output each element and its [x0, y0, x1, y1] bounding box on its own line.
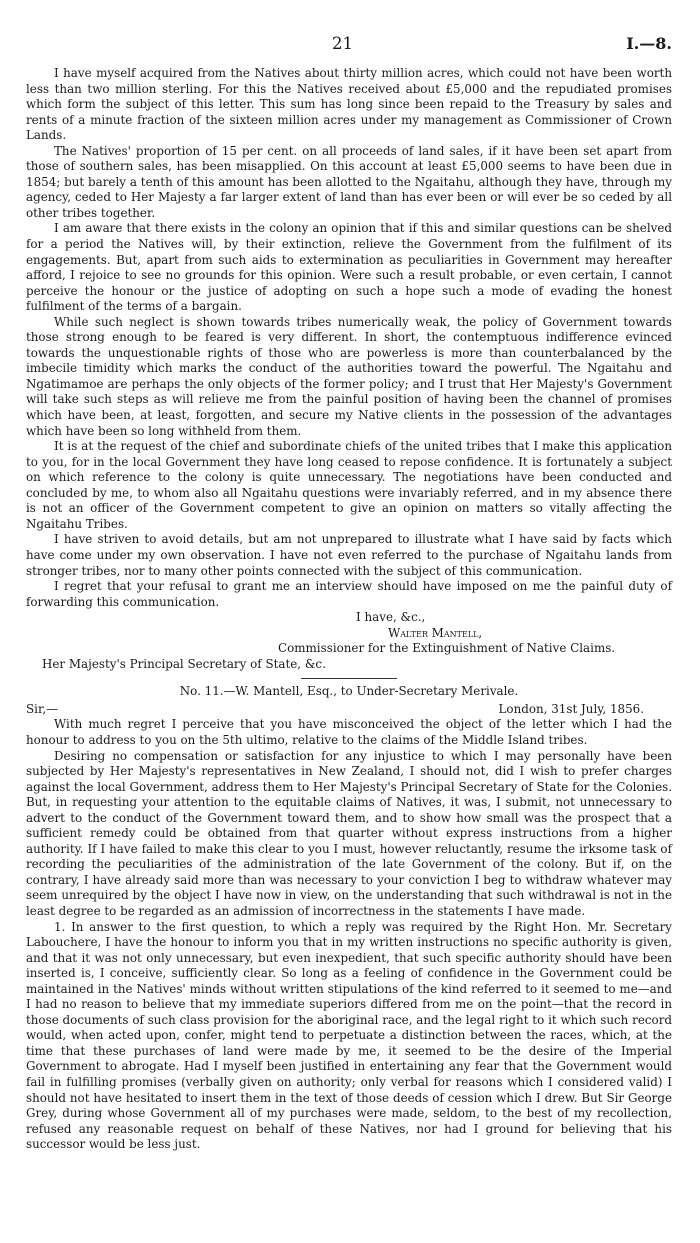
addressee: Her Majesty's Principal Secretary of State, &c. — [42, 656, 326, 671]
paragraph: It is at the request of the chief and subordinate chiefs of the united tribes that I make this application to you, for in the local Government they have long ceased to repose confidence. It is fortunately a subject on which reference to the colony is quite unnecessary. The negotiations have been conducted and concluded by me, to whom also all Ngaitahu questions were invariably referred, and in my absence there is not an officer of the Government competent to give an opinion on matters so vitally affecting the Ngaitahu Tribes. — [26, 439, 672, 531]
paragraph: I have myself acquired from the Natives about thirty million acres, which could not have been worth less than two million sterling. For this the Natives received about £5,000 and the repudiated promises which form the subject of this letter. This sum has long since been repaid to the Treasury by sales and rents of a minute fraction of the sixteen million acres under my management as Commissioner of Crown Lands. — [26, 66, 672, 143]
paragraph: I regret that your refusal to grant me an interview should have imposed on me the painful duty of forwarding this communication. — [26, 579, 672, 609]
place-date: London, 31st July, 1856. — [498, 701, 644, 716]
signature: Walter Mantell, — [388, 625, 483, 640]
paragraph: With much regret I perceive that you have misconceived the object of the letter which I had the honour to address to you on the 5th ultimo, relative to the claims of the Middle Island tribes. — [26, 717, 672, 747]
paragraph: Desiring no compensation or satisfaction for any injustice to which I may personally have been subjected by Her Majesty's representatives in New Zealand, I should not, did I wish to prefer charges against the local Government, address them to Her Majesty's Principal Secretary of State for the Colonies. But, in requesting your attention to the equitable claims of Natives, it was, I submit, not unnecessary to advert to the conduct of the Government toward them, and to show how small was the prospect that a sufficient remedy could be obtained from that quarter without express instructions from a higher authority. If I have failed to make this clear to you I must, however reluctantly, resume the irksome task of recording the peculiarities of the administration of the late Government of the colony. But if, on the contrary, I have already said more than was necessary to your conviction I beg to withdraw whatever may seem unrequired by the object I have now in view, on the understanding that such withdrawal is not in the least degree to be regarded as an admission of incorrectness in the statements I have made. — [26, 748, 672, 918]
paragraph: I have striven to avoid details, but am not unprepared to illustrate what I have said by facts which have come under my own observation. I have not even referred to the purchase of Ngaitahu lands from stronger tribes, nor to many other points connected with the subject of this communication. — [26, 532, 672, 578]
signatory-title: Commissioner for the Extinguishment of Native Claims. — [278, 641, 616, 656]
page-header — [26, 34, 672, 54]
paragraph: 1. In answer to the first question, to which a reply was required by the Right Hon. Mr. Secretary Labouchere, I have the honour to inform you that in my written instructions no specific authority is given, and that it was not only unnecessary, but even inexpedient, that such specific authority should have been inserted is, I conceive, sufficiently clear. So long as a feeling of confidence in the Government could be maintained in the Natives' minds without written stipulations of the kind referred to it seemed to me—and I had no reason to believe that my immediate superiors differed from me on the point—that the record in those documents of such class provision for the aboriginal race, and the legal right to it which such record would, when acted upon, confer, might tend to perpetuate a distinction between the races, which, at the time that these purchases of land were made by me, it seemed to be the desire of the Imperial Government to abrogate. Had I myself been justified in entertaining any fear that the Government would fail in fulfilling promises (verbally given on authority; only verbal for reasons which I considered valid) I should not have hesitated to insert them in the text of those deeds of cession which I drew. But Sir George Grey, during whose Government all of my purchases were made, seldom, to the best of my recollection, refused any reasonable request on behalf of these Natives, nor had I ground for believing that his successor would be less just. — [26, 919, 672, 1152]
letter-closing — [26, 610, 672, 672]
paragraph: While such neglect is shown towards tribes numerically weak, the policy of Government towards those strong enough to be feared is very different. In short, the contemptuous indifference evinced towards the unquestionable rights of those who are powerless is more than counterbalanced by the imbecile timidity which marks the conduct of the authorities toward the powerful. The Ngaitahu and Ngatimamoe are perhaps the only objects of the former policy; and I trust that Her Majesty's Government will take such steps as will relieve me from the painful position of having been the channel of promises which have been, at least, forgotten, and secure my Native clients in the possession of the advantages which have been so long withheld from them. — [26, 314, 672, 438]
page-number: 21 — [332, 34, 353, 53]
section-divider — [301, 678, 397, 679]
closing-salutation: I have, &c., — [356, 610, 426, 625]
document-reference: I.—8. — [626, 34, 672, 53]
paragraph: The Natives' proportion of 15 per cent. on all proceeds of land sales, if it have been set apart from those of southern sales, has been misapplied. On this account at least £5,000 seems to have been due in 1854; but barely a tenth of this amount has been allotted to the Ngaitahu, although they have, through my agency, ceded to Her Majesty a far larger extent of land than has ever been or will ever be so ceded by all other tribes together. — [26, 143, 672, 220]
greeting: Sir,— — [26, 701, 58, 716]
letter-heading: No. 11.—W. Mantell, Esq., to Under-Secretary Merivale. — [179, 684, 519, 699]
document-body — [26, 66, 672, 1153]
salutation-line — [26, 702, 672, 718]
paragraph: I am aware that there exists in the colony an opinion that if this and similar questions can be shelved for a period the Natives will, by their extinction, relieve the Government from the fulfilment of its engagements. But, apart from such aids to extermination as peculiarities in Government may hereafter afford, I rejoice to see no grounds for this opinion. Were such a result probable, or even certain, I cannot perceive the honour or the justice of adopting on such a hope such a mode of evading the honest fulfilment of the terms of a bargain. — [26, 221, 672, 314]
